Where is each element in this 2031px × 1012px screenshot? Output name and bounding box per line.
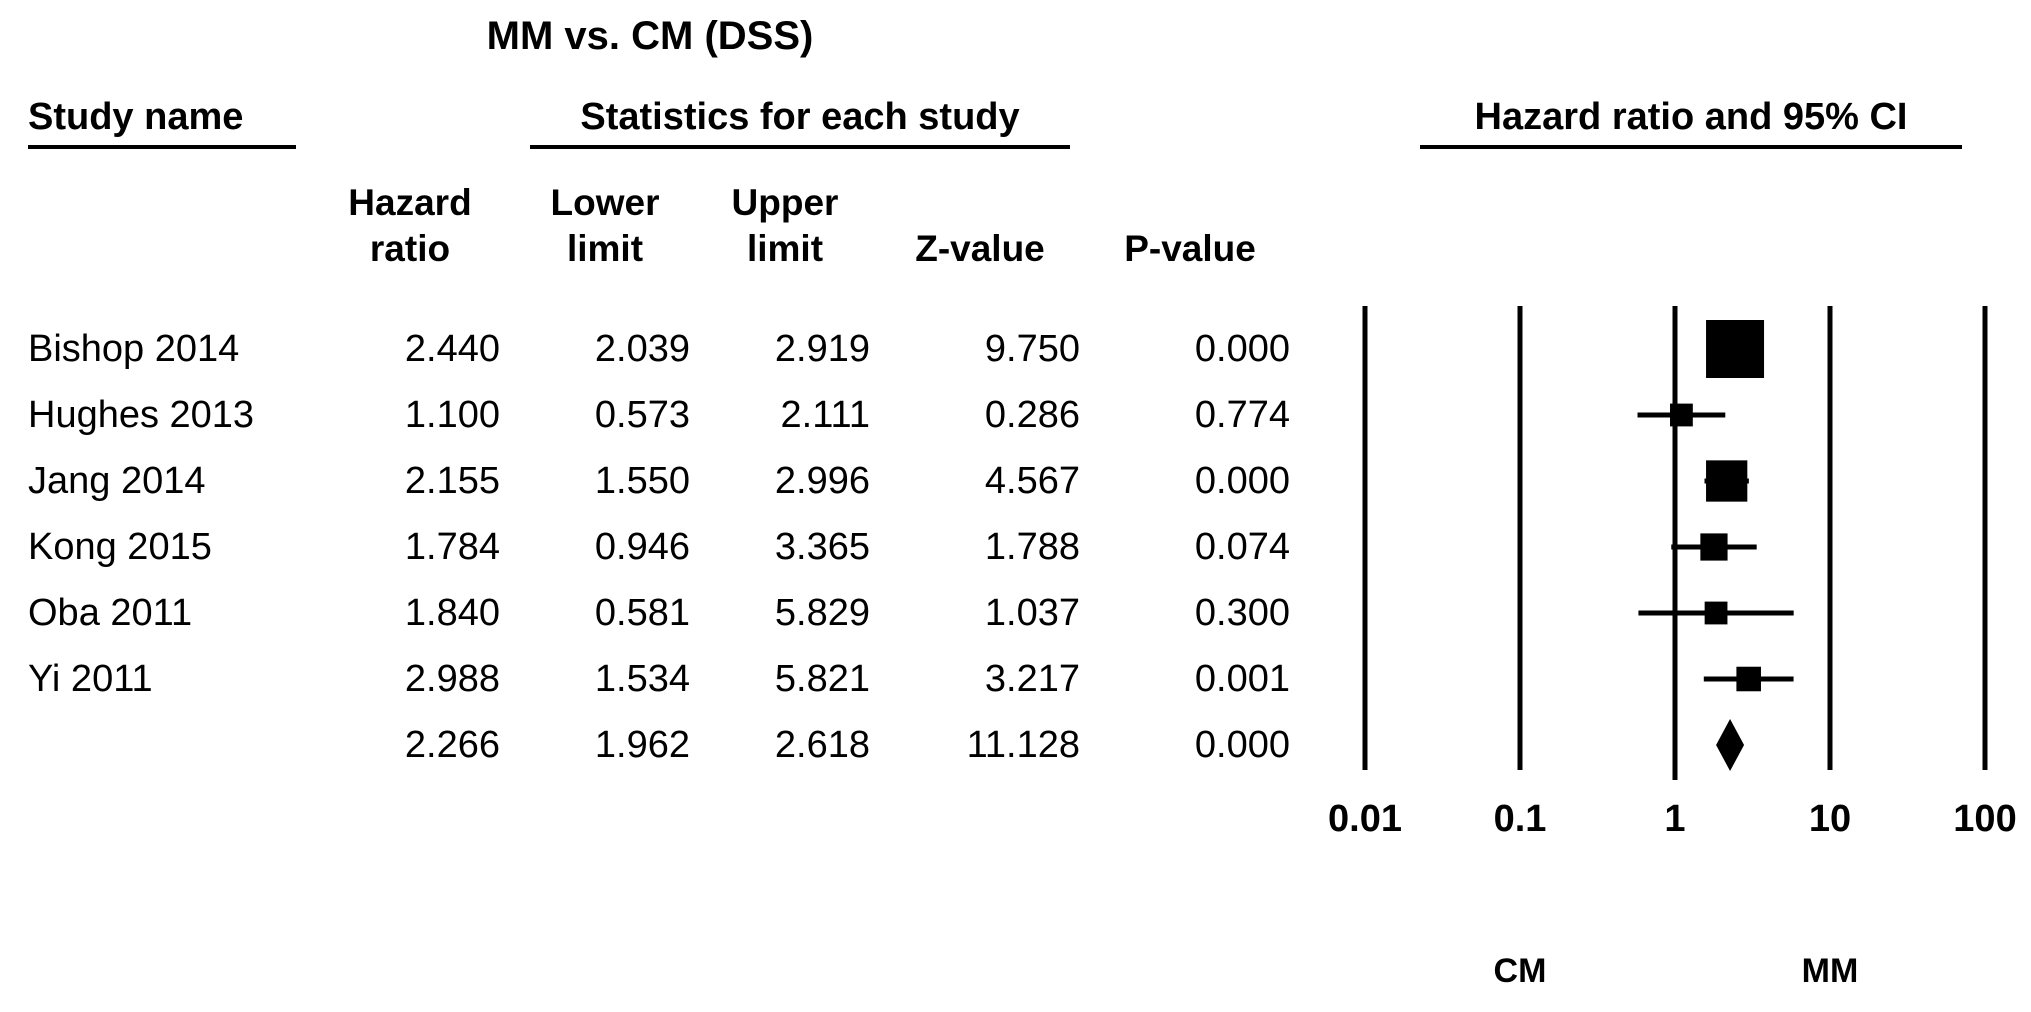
study-name-cell: Oba 2011 — [28, 592, 193, 634]
upper-limit-cell: 5.821 — [774, 658, 870, 700]
effect-size-marker — [1700, 533, 1727, 560]
hazard-ratio-cell: 2.988 — [404, 658, 500, 700]
p-value-cell: 0.000 — [1194, 724, 1290, 766]
group-label-right: MM — [1801, 952, 1859, 990]
lower-limit-cell: 0.581 — [594, 592, 690, 634]
hazard-ratio-cell: 2.440 — [404, 328, 500, 370]
lower-limit-cell: 1.534 — [594, 658, 690, 700]
hazard-ratio-cell: 1.840 — [404, 592, 500, 634]
p-value-cell: 0.000 — [1194, 460, 1290, 502]
upper-limit-cell: 2.996 — [774, 460, 870, 502]
hazard-ratio-cell: 1.784 — [404, 526, 500, 568]
lower-limit-cell: 1.550 — [594, 460, 690, 502]
upper-limit-cell: 2.111 — [780, 394, 870, 436]
z-value-cell: 4.567 — [984, 460, 1080, 502]
column-header-p-value: P-value — [1124, 228, 1256, 269]
p-value-cell: 0.000 — [1194, 328, 1290, 370]
header-statistics: Statistics for each study — [530, 96, 1070, 149]
effect-size-marker — [1706, 320, 1764, 378]
column-header-hazard-line1: Hazard — [348, 182, 472, 223]
upper-limit-cell: 5.829 — [774, 592, 870, 634]
z-value-cell: 11.128 — [966, 724, 1080, 766]
lower-limit-cell: 2.039 — [594, 328, 690, 370]
p-value-cell: 0.774 — [1194, 394, 1290, 436]
column-header-lower-line2: limit — [566, 228, 644, 269]
z-value-cell: 1.037 — [984, 592, 1080, 634]
column-header-hazard-line2: ratio — [369, 228, 451, 269]
z-value-cell: 3.217 — [984, 658, 1080, 700]
x-axis-tick-100: 100 — [1953, 798, 2017, 840]
header-hazard-ratio-ci: Hazard ratio and 95% CI — [1420, 96, 1962, 149]
column-header-z-value: Z-value — [915, 228, 1045, 269]
hazard-ratio-cell: 1.100 — [404, 394, 500, 436]
column-header-upper-line2: limit — [746, 228, 824, 269]
column-header-upper-line1: Upper — [731, 182, 839, 223]
z-value-cell: 0.286 — [984, 394, 1080, 436]
effect-size-marker — [1705, 602, 1728, 625]
x-axis-tick-0.1: 0.1 — [1493, 798, 1547, 840]
summary-diamond — [1716, 719, 1744, 771]
p-value-cell: 0.001 — [1194, 658, 1290, 700]
header-study-name: Study name — [28, 96, 296, 149]
z-value-cell: 9.750 — [984, 328, 1080, 370]
lower-limit-cell: 1.962 — [594, 724, 690, 766]
group-label-left: CM — [1493, 952, 1547, 990]
effect-size-marker — [1706, 460, 1747, 501]
chart-title: MM vs. CM (DSS) — [486, 14, 814, 58]
p-value-cell: 0.300 — [1194, 592, 1290, 634]
study-name-cell: Kong 2015 — [28, 526, 212, 568]
study-name-cell: Bishop 2014 — [28, 328, 240, 370]
study-name-cell: Jang 2014 — [28, 460, 206, 502]
hazard-ratio-cell: 2.155 — [404, 460, 500, 502]
hazard-ratio-cell: 2.266 — [404, 724, 500, 766]
z-value-cell: 1.788 — [984, 526, 1080, 568]
column-header-lower-line1: Lower — [550, 182, 660, 223]
upper-limit-cell: 2.618 — [774, 724, 870, 766]
study-name-cell: Hughes 2013 — [28, 394, 255, 436]
effect-size-marker — [1736, 667, 1761, 692]
p-value-cell: 0.074 — [1194, 526, 1290, 568]
x-axis-tick-0.01: 0.01 — [1328, 798, 1402, 840]
x-axis-tick-10: 10 — [1808, 798, 1852, 840]
upper-limit-cell: 2.919 — [774, 328, 870, 370]
lower-limit-cell: 0.573 — [594, 394, 690, 436]
effect-size-marker — [1670, 404, 1693, 427]
lower-limit-cell: 0.946 — [594, 526, 690, 568]
upper-limit-cell: 3.365 — [774, 526, 870, 568]
x-axis-tick-1: 1 — [1664, 798, 1686, 840]
study-name-cell: Yi 2011 — [28, 658, 153, 700]
